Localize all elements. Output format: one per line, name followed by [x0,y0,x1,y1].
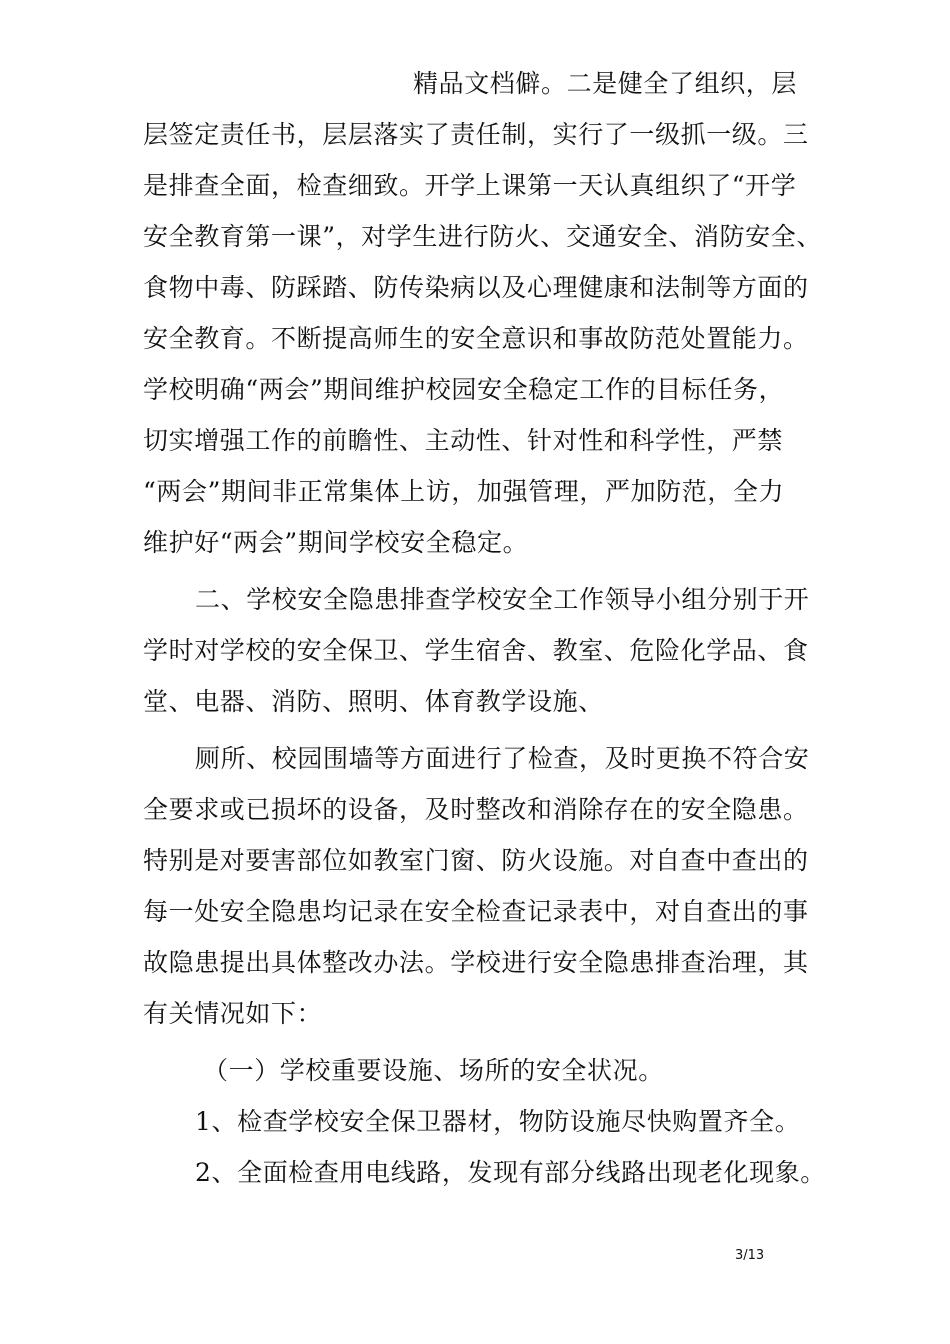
text-line: 维护好“两会”期间学校安全稳定。 [143,528,529,557]
text-line: “两会”期间非正常集体上访，加强管理，严加防范，全力 [143,477,785,506]
text-line: 学时对学校的安全保卫、学生宿舍、教室、危险化学品、食 [143,636,809,665]
text-line: 精品文档僻。二是健全了组织，层 [413,69,798,98]
section-heading-line: 二、学校安全隐患排查学校安全工作领导小组分别于开 [195,585,810,614]
text-line: 层签定责任书，层层落实了责任制，实行了一级抓一级。三 [143,120,809,149]
text-line: 安全教育第一课”，对学生进行防火、交通安全、消防安全、 [143,222,822,251]
document-body [143,58,843,1198]
text-line: 有关情况如下： [143,999,323,1028]
text-line: 每一处安全隐患均记录在安全检查记录表中，对自查出的事 [143,897,809,926]
text-line: 特别是对要害部位如教室门窗、防火设施。对自查中查出的 [143,846,809,875]
text-line: 是排查全面，检查细致。开学上课第一天认真组织了“开学 [143,171,797,200]
text-line: 切实增强工作的前瞻性、主动性、针对性和科学性，严禁 [143,426,784,455]
page-number: 3/13 [735,1248,765,1263]
text-line: 堂、电器、消防、照明、体育教学设施、 [143,687,604,716]
list-item: 2、全面检查用电线路，发现有部分线路出现老化现象。 [195,1158,826,1187]
text-line: 学校明确“两会”期间维护校园安全稳定工作的目标任务， [143,375,785,404]
subsection-heading-line: （一）学校重要设施、场所的安全状况。 [203,1056,664,1085]
list-item: 1、检查学校安全保卫器材，物防设施尽快购置齐全。 [195,1107,801,1136]
text-line: 安全教育。不断提高师生的安全意识和事故防范处置能力。 [143,324,809,353]
text-line: 故隐患提出具体整改办法。学校进行安全隐患排查治理，其 [143,948,809,977]
text-line: 厕所、校园围墙等方面进行了检查，及时更换不符合安 [195,744,810,773]
text-line: 全要求或已损坏的设备，及时整改和消除存在的安全隐患。 [143,795,809,824]
text-line: 食物中毒、防踩踏、防传染病以及心理健康和法制等方面的 [143,273,809,302]
